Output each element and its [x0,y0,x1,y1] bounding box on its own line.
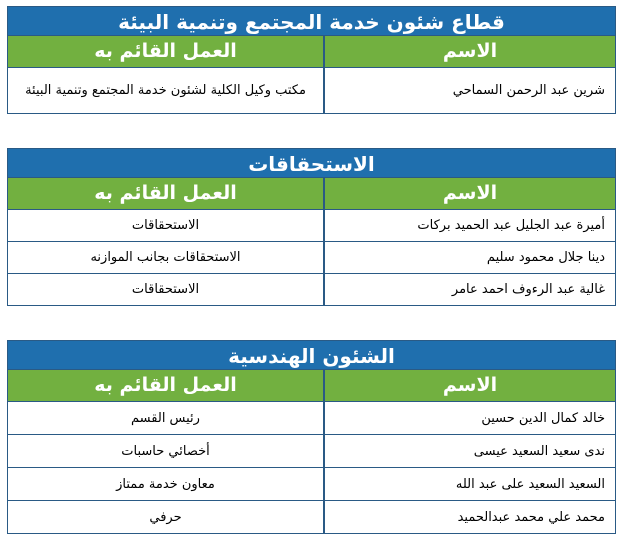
section-community-service [7,6,616,114]
table-row [7,501,616,534]
header-row [7,370,616,402]
header-work: العمل القائم به [8,178,325,209]
table-row [7,68,616,114]
section-entitlements [7,148,616,306]
table-row [7,210,616,242]
row-name: السعيد السعيد على عبد الله [455,476,605,492]
section-engineering [7,340,616,534]
row-name: ندى سعيد السعيد عيسى [473,443,605,459]
row-name: دينا جلال محمود سليم [486,250,605,265]
row-work: الاستحقاقات بجانب الموازنه [8,242,325,273]
header-name: الاسم [442,182,498,204]
row-work: الاستحقاقات [8,210,325,241]
row-name: شرين عبد الرحمن السماحي [452,83,605,98]
header-name: الاسم [442,374,498,396]
row-work: رئيس القسم [8,402,325,434]
section-title: الاستحقاقات [7,148,616,178]
row-name: محمد علي محمد عبدالحميد [457,509,605,525]
table-row [7,274,616,306]
row-name: خالد كمال الدين حسين [481,410,605,426]
row-work: الاستحقاقات [8,274,325,305]
table-row [7,242,616,274]
table-row [7,402,616,435]
row-name: غالية عبد الرءوف احمد عامر [451,282,605,297]
table-row [7,468,616,501]
header-row [7,178,616,210]
header-work: العمل القائم به [8,36,325,67]
header-work: العمل القائم به [8,370,325,401]
section-title: الشئون الهندسية [7,340,616,370]
row-name: أميرة عبد الجليل عبد الحميد بركات [417,218,605,233]
section-title: قطاع شئون خدمة المجتمع وتنمية البيئة [7,6,616,36]
row-work: مكتب وكيل الكلية لشئون خدمة المجتمع وتنمية البيئة [8,68,325,113]
row-work: معاون خدمة ممتاز [8,468,325,500]
row-work: حرفي [8,501,325,533]
header-row [7,36,616,68]
header-name: الاسم [442,40,498,62]
row-work: أخصائي حاسبات [8,435,325,467]
table-row [7,435,616,468]
